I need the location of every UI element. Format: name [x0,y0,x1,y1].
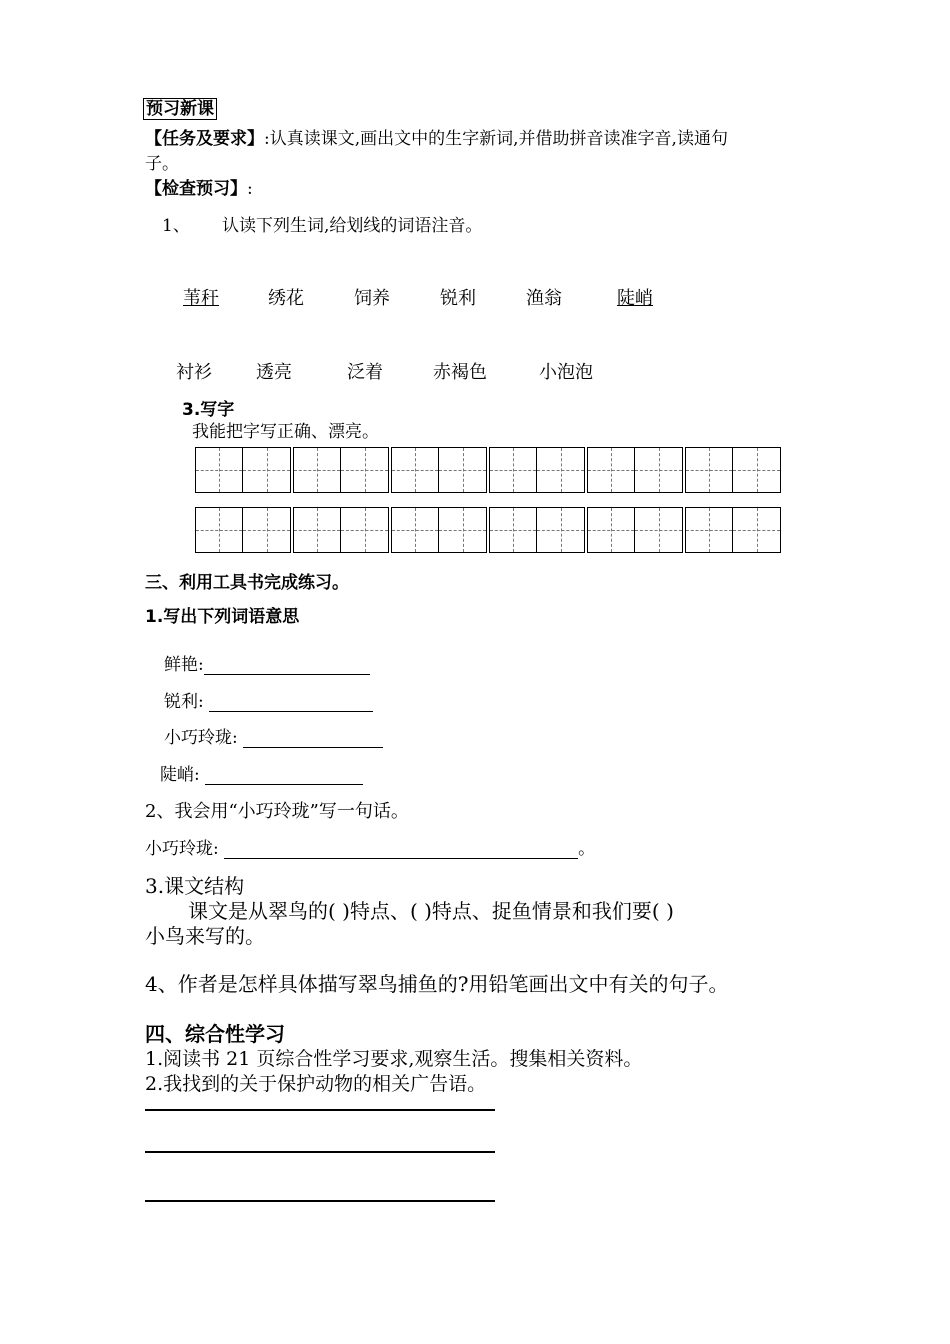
writing-cell[interactable] [195,447,243,493]
section-4-title: 四、综合性学习 [145,1022,285,1046]
writing-cell[interactable] [293,507,341,553]
meaning-row [164,650,370,675]
meaning-row [164,687,373,712]
writing-cell[interactable] [391,447,439,493]
word-item: 饲养 [354,288,390,309]
writing-cell[interactable] [243,447,291,493]
word-item: 绣花 [268,288,304,309]
writing-cell[interactable] [489,447,537,493]
s3-q2-end: 。 [578,839,596,859]
writing-cell[interactable] [341,447,389,493]
writing-cell[interactable] [685,507,733,553]
answer-blank[interactable] [224,842,578,859]
meaning-row [160,760,363,785]
writing-cell[interactable] [243,507,291,553]
answer-line[interactable] [145,1200,495,1202]
task-label: 【任务及要求】 [145,129,264,149]
write-title: 3.写字 [182,400,235,420]
section-3-title: 三、利用工具书完成练习。 [145,573,349,593]
meaning-row [164,723,383,748]
writing-cell[interactable] [587,507,635,553]
task-text: :认真读课文,画出文中的生字新词,并借助拼音读准字音,读通句 [264,129,728,149]
word-item: 渔翁 [526,288,562,309]
writing-cell[interactable] [341,507,389,553]
answer-line[interactable] [145,1109,495,1111]
word-item: 透亮 [256,362,292,383]
write-instruction: 我能把字写正确、漂亮。 [192,422,379,442]
check-colon: : [247,179,253,199]
word-item: 赤褐色 [433,362,487,383]
writing-cell[interactable] [685,447,733,493]
meaning-label: 鲜艳: [164,655,204,675]
writing-cell[interactable] [587,447,635,493]
word-item: 小泡泡 [539,362,593,383]
writing-grid-row [195,447,781,493]
writing-grid-row [195,507,781,553]
word-item: 泛着 [347,362,383,383]
s3-q2: 2、我会用“小巧玲珑”写一句话。 [145,801,409,822]
writing-cell[interactable] [537,447,585,493]
check-label: 【检查预习】 [145,179,247,199]
task-requirements [145,124,728,149]
writing-cell[interactable] [391,507,439,553]
s4-item2: 2.我找到的关于保护动物的相关广告语。 [145,1073,487,1095]
word-item: 苇秆 [183,288,219,309]
writing-cell[interactable] [293,447,341,493]
writing-cell[interactable] [635,447,683,493]
meaning-label: 小巧玲珑: [164,728,238,748]
s3-q3-line2: 小鸟来写的。 [145,924,265,948]
writing-cell[interactable] [439,447,487,493]
s3-q1: 1.写出下列词语意思 [145,607,300,627]
writing-cell[interactable] [439,507,487,553]
answer-blank[interactable] [209,695,373,712]
meaning-label: 锐利: [164,692,204,712]
s3-q2-prefix: 小巧玲珑: [145,839,219,859]
s3-q3-line1: 课文是从翠鸟的( )特点、( )特点、捉鱼情景和我们要( ) [188,899,674,923]
section-heading-preview: 预习新课 [143,98,217,120]
writing-cell[interactable] [195,507,243,553]
check-preview [145,174,253,199]
writing-cell[interactable] [489,507,537,553]
writing-cell[interactable] [635,507,683,553]
meaning-label: 陡峭: [160,765,200,785]
q1-text: 认读下列生词,给划线的词语注音。 [222,216,483,236]
answer-blank[interactable] [243,731,383,748]
s4-item1: 1.阅读书 21 页综合性学习要求,观察生活。搜集相关资料。 [145,1048,643,1070]
q1-number: 1、 [162,216,190,236]
word-item: 锐利 [440,288,476,309]
answer-blank[interactable] [204,658,370,675]
writing-cell[interactable] [733,447,781,493]
s3-q4: 4、作者是怎样具体描写翠鸟捕鱼的?用铅笔画出文中有关的句子。 [145,972,729,996]
writing-cell[interactable] [733,507,781,553]
answer-line[interactable] [145,1151,495,1153]
answer-blank[interactable] [205,768,363,785]
s3-q2-answer-row [145,834,595,859]
task-text-continued: 子。 [145,154,179,174]
s3-q3-title: 3.课文结构 [145,874,245,898]
word-item: 衬衫 [176,362,212,383]
word-item: 陡峭 [617,288,653,309]
writing-cell[interactable] [537,507,585,553]
